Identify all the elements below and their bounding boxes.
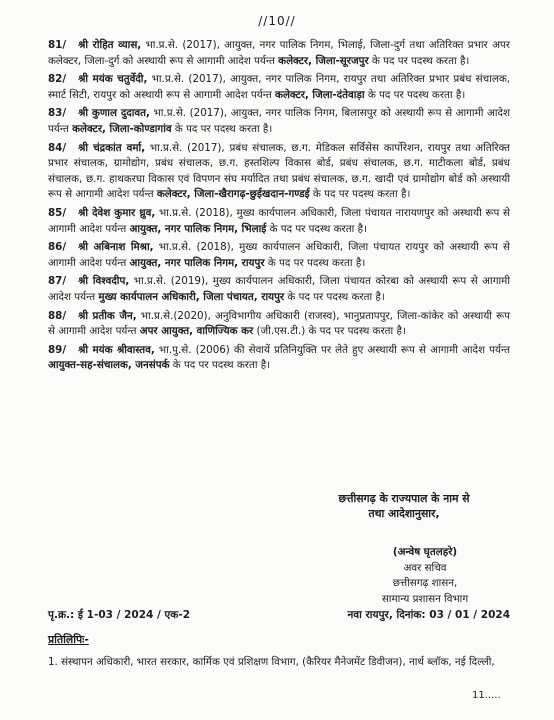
entry-number: 81/ [48,39,67,51]
order-entry-83 [48,106,510,137]
order-entry-86 [48,240,510,271]
copy-to-label: प्रतिलिपिः- [48,633,89,646]
order-entry-85 [48,206,510,237]
entry-text-end: के पद पर पदस्थ करता है। [309,188,411,201]
new-posting: आयुक्त-सह-संचालक, जनसंपर्क [48,359,170,372]
entry-text-end: के पद पर पदस्थ करता है। [264,256,366,269]
officer-department: सामान्य प्रशासन विभाग [381,592,469,605]
entry-text: भा.प्र.से. (2018), मुख्य कार्यपालन अधिकारी, जिला पंचायत रायपुर को अस्थायी रूप से आगामी आदेश पर्यन्त [48,241,510,269]
entry-text: भा.प्र.से. (2019), मुख्य कार्यपालन अधिकारी, जिला पंचायत कोरबा को अस्थायी रूप से आगामी आदेश पर्यन्त [48,275,510,303]
new-posting: अपर आयुक्त, वाणिज्यिक कर [139,325,254,338]
entry-text-end: (जी.एस.टी.) के पद पर पदस्थ करता है। [253,325,406,338]
entry-text: भा.प्र.से. (2017), प्रबंध संचालक, छ.ग. मेडिकल सर्विसेस कार्पोरेशन, रायपुर तथा अतिरिक्त प्रभार संचालक, ग्रामोद्योग, प्रबंध संचालक, छ.ग. हस्तशिल्प विकास बोर्ड, प्रबंध संचालक, छ.ग. माटीकला बोर्ड, प्रबंध संचालक, छ.ग. हाथकरघा विकास एवं विपणन संघ मर्यादित तथा प्रबंध संचालक, छ.ग. खादी एवं ग्रामोद्योग बोर्ड को अस्थायी रूप से आगामी आदेश पर्यन्त [48,141,510,201]
entry-number: 88/ [48,309,67,322]
order-entry-81 [48,38,510,69]
officer-name: श्री विश्वदीप, [78,275,130,288]
page-number: //10// [258,14,296,28]
officer-government: छत्तीसगढ़ शासन, [392,577,458,590]
new-posting: कलेक्टर, जिला-सूरजपुर [278,54,369,67]
entry-number: 83/ [48,107,67,120]
entry-number: 84/ [48,141,67,154]
entry-number: 89/ [48,343,67,356]
officer-name: श्री मयंक श्रीवास्तव, [78,343,155,356]
posting-orders-list [48,38,510,377]
officer-name: श्री देवेश कुमार ध्रुव, [78,206,156,219]
officer-name: श्री प्रतीक जैन, [78,309,137,322]
reference-date: नवा रायपुर, दिनांक: 03 / 01 / 2024 [347,609,510,621]
new-posting: मुख्य कार्यपालन अधिकारी, जिला पंचायत, रायपुर [98,290,285,303]
order-entry-89 [48,343,510,374]
entry-number: 87/ [48,275,67,288]
new-posting: कलेक्टर, जिला-दंतेवाड़ा [275,88,365,101]
entry-text: भा.पु.से. (2006) की सेवायें प्रतिनियुक्ति पर लेते हुए अस्थायी रूप से आगामी आदेश पर्यन्त [154,343,510,356]
authority-line-2: तथा आदेशानुसार, [368,507,440,520]
new-posting: आयुक्त, नगर पालिक निगम, भिलाई [129,222,267,235]
order-entry-82 [48,72,510,103]
entry-text-end: के पद पर पदस्थ करता है। [171,122,273,135]
order-entry-84 [48,141,510,203]
authority-block [284,491,524,521]
new-posting: कलेक्टर, जिला-कोण्डागांव [72,122,172,135]
entry-text-end: के पद पर पदस्थ करता है। [266,222,367,235]
entry-text: भा.प्र.से.(2020), अनुविभागीय अधिकारी (राजस्व), भानुप्रतापपुर, जिला-कांकेर को अस्थायी रूप से आगामी आदेश पर्यन्त [48,309,510,338]
authority-line-1: छत्तीसगढ़ के राज्यपाल के नाम से [338,492,470,505]
officer-name: श्री रोहित व्यास, [78,39,142,51]
entry-text-end: के पद पर पदस्थ करता है। [169,359,271,372]
entry-number: 82/ [48,73,67,86]
next-page-marker: 11..... [472,690,501,701]
officer-name: श्री कुणाल दुदावत, [78,107,150,120]
order-entry-88 [48,309,510,340]
officer-name: श्री अबिनाश मिश्रा, [78,241,154,254]
officer-name: श्री चंद्रकांत वर्मा, [78,141,146,154]
officer-name: श्री मयंक चतुर्वेदी, [78,73,148,86]
entry-text-end: के पद पर पदस्थ करता है। [284,290,385,303]
new-posting: कलेक्टर, जिला-खैरागढ़-छुईखदान-गण्डई [156,188,310,201]
entry-text-end: के पद पर पदस्थ करता है। [364,88,466,101]
order-entry-87 [48,274,510,305]
entry-number: 85/ [48,206,67,219]
officer-designation: अवर सचिव [403,561,447,574]
entry-text: भा.प्र.से. (2017), आयुक्त, नगर पालिक निगम, भिलाई, जिला-दुर्ग तथा अतिरिक्त प्रभार अपर कलेक्टर, जिला-दुर्ग को अस्थायी रूप से आगामी आदेश पर्यन्त [48,39,510,67]
officer-signature-name: (अन्वेष घृतलहरे) [392,546,458,558]
entry-text-end: के पद पर पदस्थ करता है। [368,54,470,67]
signing-officer [350,545,500,607]
copy-to-item-1: 1. संस्थापन अधिकारी, भारत सरकार, कार्मिक एवं प्रशिक्षण विभाग, (कैरियर मैनेजमेंट डिवीजन), नार्थ ब्लॉक, नई दिल्ली, [48,656,495,668]
entry-text: भा.प्र.से. (2017), आयुक्त, नगर पालिक निगम, बिलासपुर को अस्थायी रूप से आगामी आदेश पर्यन्त [48,107,510,135]
new-posting: आयुक्त, नगर पालिक निगम, रायपुर [129,256,265,269]
entry-text: भा.प्र.से. (2017), आयुक्त, नगर पालिक निगम, रायपुर तथा अतिरिक्त प्रभार प्रबंध संचालक, स्मार्ट सिटी, रायपुर को अस्थायी रूप से आगामी आदेश पर्यन्त [48,73,511,101]
reference-number: पृ.क्र.: ई 1-03 / 2024 / एक-2 [48,609,190,621]
entry-number: 86/ [48,241,67,254]
entry-text: भा.प्र.से. (2018), मुख्य कार्यपालन अधिकारी, जिला पंचायत नारायणपुर को अस्थायी रूप से आगामी आदेश पर्यन्त [48,206,510,235]
